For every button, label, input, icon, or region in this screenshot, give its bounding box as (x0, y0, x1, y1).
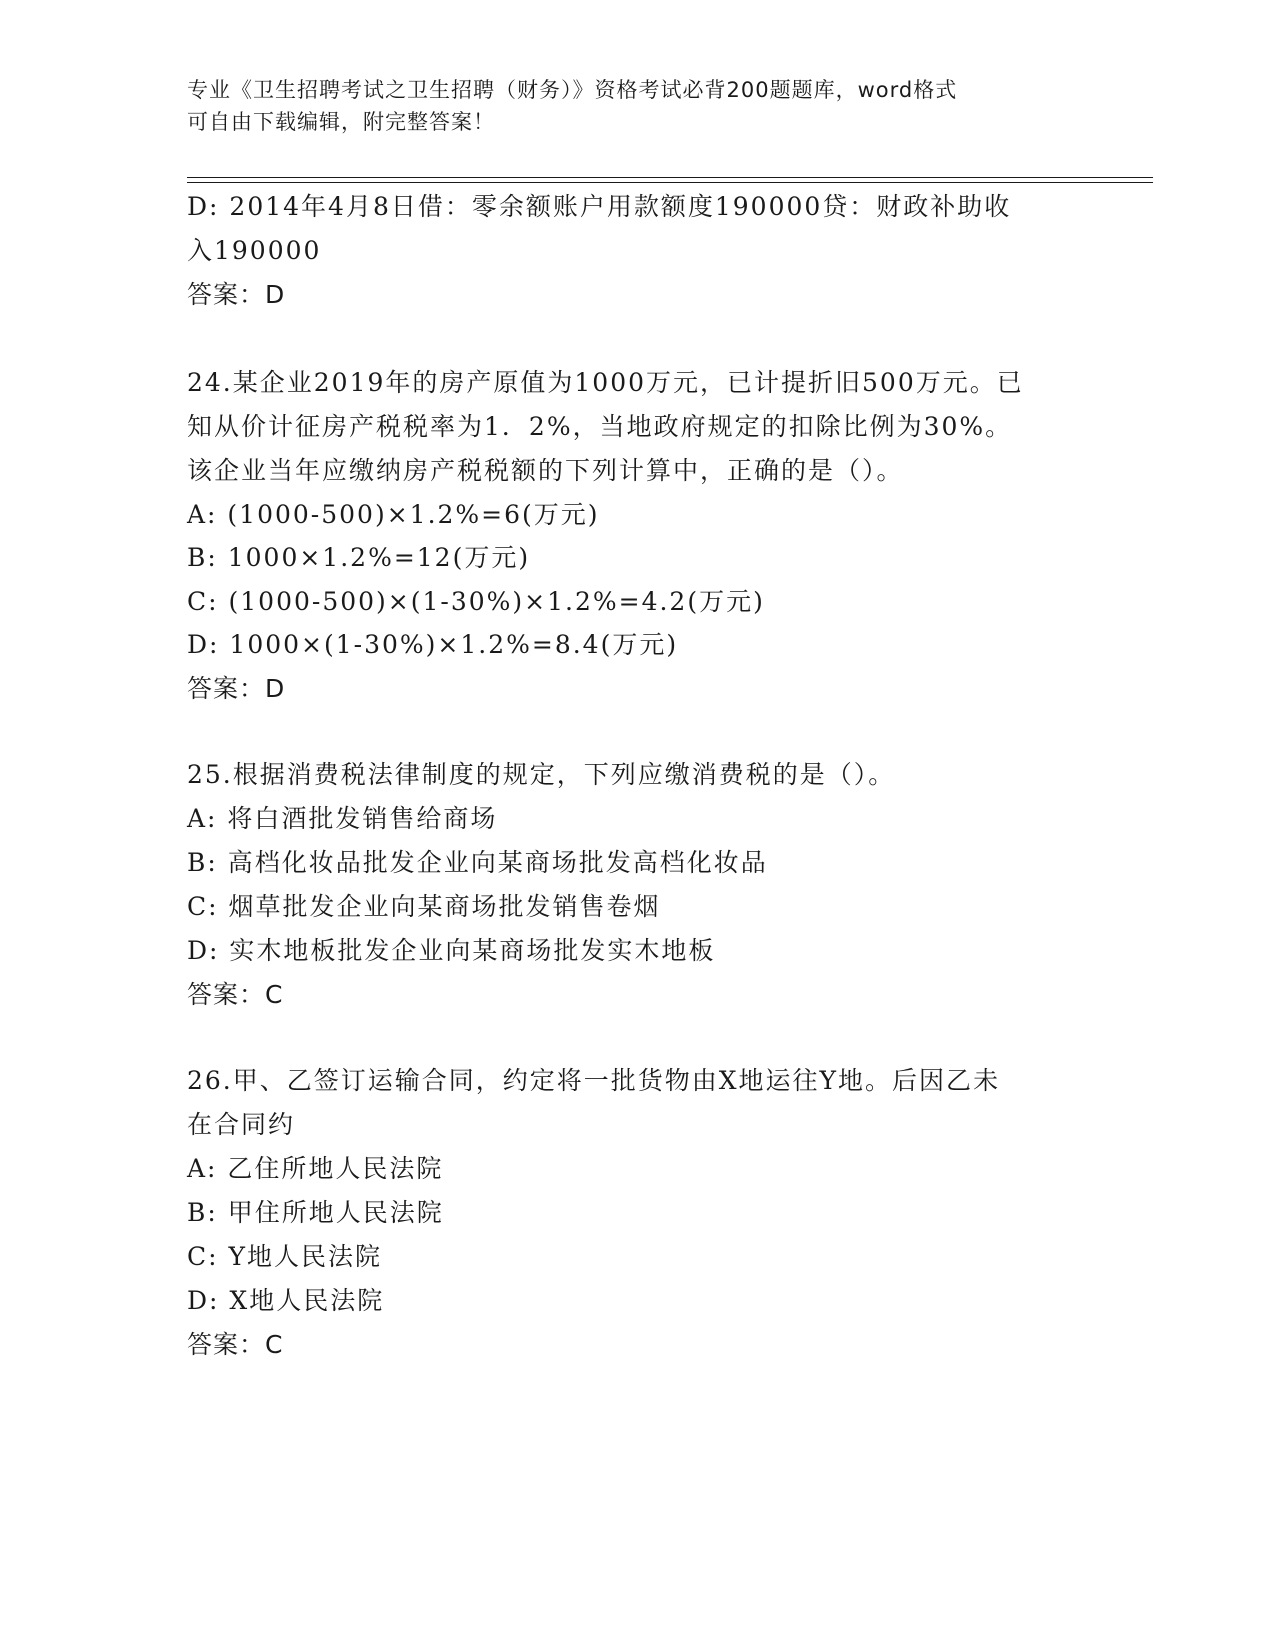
q25-option-c: C: 烟草批发企业向某商场批发销售卷烟 (187, 892, 661, 921)
header-line-1: 专业《卫生招聘考试之卫生招聘（财务）》资格考试必背200题题库，word格式 (187, 78, 958, 102)
q26-option-d: D: X地人民法院 (187, 1286, 385, 1315)
q25-stem-line-1: 25.根据消费税法律制度的规定，下列应缴消费税的是（）。 (187, 760, 896, 789)
q26-answer: 答案：C (187, 1330, 284, 1359)
q26-option-b: B: 甲住所地人民法院 (187, 1198, 444, 1227)
q25-option-d: D: 实木地板批发企业向某商场批发实木地板 (187, 936, 716, 965)
q25-answer: 答案：C (187, 980, 284, 1009)
q24-stem-line-3: 该企业当年应缴纳房产税税额的下列计算中，正确的是（）。 (187, 456, 904, 485)
q24-option-c: C: (1000-500)×(1-30%)×1.2%=4.2(万元) (187, 587, 765, 616)
q24-stem-line-2: 知从价计征房产税税率为1．2%，当地政府规定的扣除比例为30%。 (187, 412, 1013, 441)
q25-option-b: B: 高档化妆品批发企业向某商场批发高档化妆品 (187, 848, 768, 877)
header-divider-top (187, 177, 1153, 178)
q26-stem-line-2: 在合同约 (187, 1110, 296, 1139)
q25-option-a: A: 将白酒批发销售给商场 (187, 804, 498, 833)
q24-stem-line-1: 24.某企业2019年的房产原值为1000万元，已计提折旧500万元。已 (187, 368, 1024, 397)
q24-answer: 答案：D (187, 674, 286, 703)
prev-answer: 答案：D (187, 280, 286, 309)
q26-option-c: C: Y地人民法院 (187, 1242, 383, 1271)
prev-option-d-line-1: D: 2014年4月8日借：零余额账户用款额度190000贷：财政补助收 (187, 192, 1012, 221)
header-line-2: 可自由下载编辑，附完整答案！ (187, 110, 495, 134)
header-divider-bottom (187, 182, 1153, 183)
document-header (187, 74, 1087, 138)
q24-option-a: A: (1000-500)×1.2%=6(万元) (187, 500, 600, 529)
q26-stem-line-1: 26.甲、乙签订运输合同，约定将一批货物由X地运往Y地。后因乙未 (187, 1066, 1001, 1095)
q24-option-d: D: 1000×(1-30%)×1.2%=8.4(万元) (187, 630, 679, 659)
q26-option-a: A: 乙住所地人民法院 (187, 1154, 444, 1183)
prev-option-d-line-2: 入190000 (187, 236, 322, 265)
q24-option-b: B: 1000×1.2%=12(万元) (187, 543, 531, 572)
